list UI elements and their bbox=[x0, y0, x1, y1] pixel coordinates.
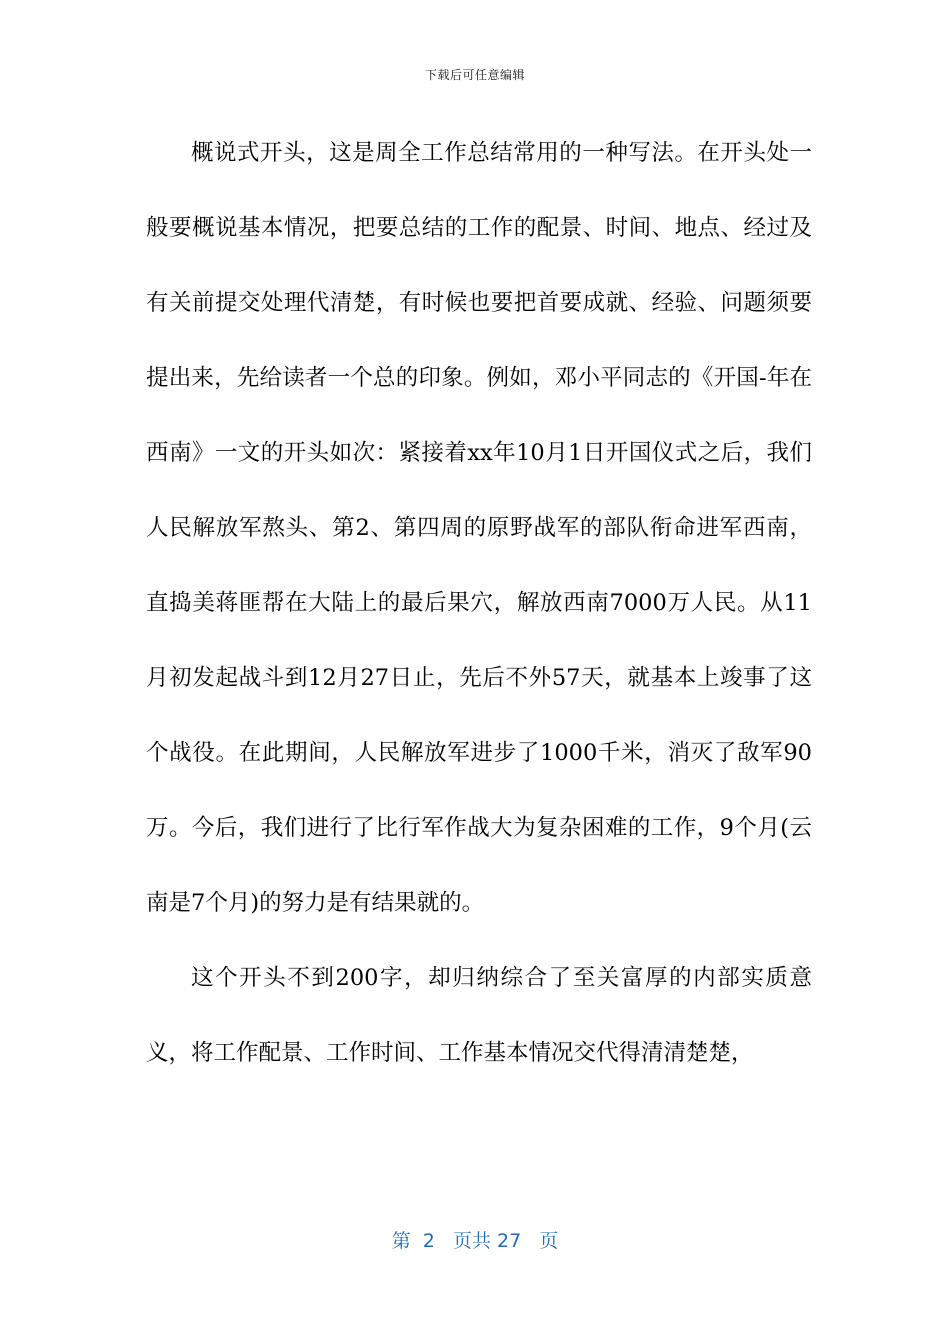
document-body bbox=[146, 116, 812, 1091]
page-footer: 第 2 页共 27 页 bbox=[391, 1230, 559, 1252]
page-header: 下载后可任意编辑 bbox=[424, 68, 525, 82]
paragraph-2: 这个开头不到200字，却归纳综合了至关富厚的内部实质意义，将工作配景、工作时间、工作基本情况交代得清清楚楚， bbox=[146, 965, 812, 1066]
paragraph-1: 概说式开头，这是周全工作总结常用的一种写法。在开头处一般要概说基本情况，把要总结的工作的配景、时间、地点、经过及有关前提交处理代清楚，有时候也要把首要成就、经验、问题须要提出来，先给读者一个总的印象。例如，邓小平同志的《开国-年在西南》一文的开头如次：紧接着xx年10月1日开国仪式之后，我们人民解放军熬头、第2、第四周的原野战军的部队衔命进军西南，直捣美蒋匪帮在大陆上的最后果穴，解放西南7000万人民。从11月初发起战斗到12月27日止，先后不外57天，就基本上竣事了这个战役。在此期间，人民解放军进步了1000千米，消灭了敌军90万。今后，我们进行了比行军作战大为复杂困难的工作，9个月(云南是7个月)的努力是有结果就的。 bbox=[146, 140, 812, 916]
